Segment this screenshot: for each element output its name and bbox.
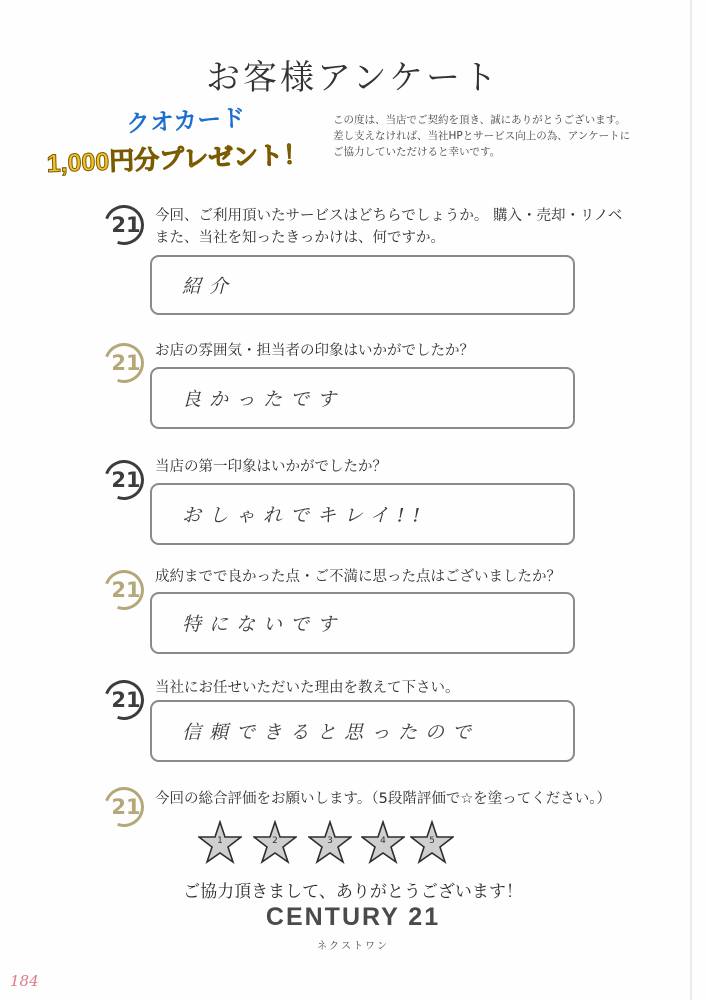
century21-logo-icon [104, 343, 144, 383]
logo-number: 21 [111, 468, 141, 492]
answer-handwritten: おしゃれでキレイ!! [182, 504, 429, 527]
answer-box-2[interactable] [150, 367, 575, 429]
century21-logo-icon [104, 787, 144, 827]
star-5-icon[interactable] [410, 820, 454, 864]
answer-handwritten: 良かったです [182, 388, 345, 411]
page-title: お客様アンケート [206, 58, 500, 98]
promo-quo-card: クオカード [125, 104, 246, 138]
intro-line: この度は、当店でご契約を頂き、誠にありがとうございます。 [333, 114, 626, 126]
intro-text [333, 112, 668, 160]
question-line: 成約までで良かった点・ご不満に思った点はございましたか？ [155, 569, 561, 585]
logo-number: 21 [111, 795, 141, 819]
century21-logo-icon [104, 205, 144, 245]
intro-line: 差し支えなければ、当社HPとサービス向上の為、アンケートに [333, 130, 631, 142]
question-line: また、当社を知ったきっかけは、何ですか。 [155, 230, 445, 246]
question-1 [155, 205, 622, 249]
question-line: 当社にお任せいただいた理由を教えて下さい。 [155, 680, 460, 696]
star-rating[interactable] [198, 820, 468, 866]
question-4 [155, 566, 561, 588]
logo-number: 21 [111, 688, 141, 712]
question-3 [155, 456, 387, 478]
answer-box-1[interactable] [150, 255, 575, 315]
question-line: 当店の第一印象はいかがでしたか？ [155, 459, 387, 475]
question-5 [155, 677, 460, 699]
star-number: 5 [429, 836, 435, 846]
brand-logo: CENTURY 21 [265, 903, 441, 931]
scan-number: 184 [10, 972, 39, 990]
logo-number: 21 [111, 578, 141, 602]
question-2 [155, 340, 474, 362]
answer-box-5[interactable] [150, 700, 575, 762]
century21-logo-icon [104, 680, 144, 720]
century21-logo-icon [104, 570, 144, 610]
question-line: 今回、ご利用頂いたサービスはどちらでしょうか。 購入・売却・リノベ [155, 208, 623, 224]
star-4-icon[interactable] [361, 820, 405, 864]
question-line: お店の雰囲気・担当者の印象はいかがでしたか？ [155, 343, 474, 359]
star-1-icon[interactable] [198, 820, 242, 864]
answer-handwritten: 特にないです [182, 613, 345, 636]
star-2-icon[interactable] [253, 820, 297, 864]
promo-amount: 1,000円分プレゼント！ [46, 140, 309, 178]
star-number: 1 [217, 836, 223, 846]
star-number: 4 [380, 836, 386, 846]
star-3-icon[interactable] [308, 820, 352, 864]
star-number: 2 [272, 836, 278, 846]
century21-logo-icon [104, 460, 144, 500]
page-edge-line [690, 0, 692, 1000]
answer-box-3[interactable] [150, 483, 575, 545]
brand-subtitle: ネクストワン [317, 941, 389, 952]
intro-line: ご協力していただけると幸いです。 [333, 146, 501, 158]
logo-number: 21 [111, 213, 141, 237]
answer-handwritten: 紹介 [182, 275, 237, 298]
answer-handwritten: 信頼できると思ったので [182, 721, 480, 744]
answer-box-4[interactable] [150, 592, 575, 654]
star-number: 3 [327, 836, 333, 846]
rating-question: 今回の総合評価をお願いします。（5段階評価で☆を塗ってください。） [155, 791, 612, 807]
logo-number: 21 [111, 351, 141, 375]
thanks-message: ご協力頂きまして、ありがとうございます！ [183, 882, 523, 902]
